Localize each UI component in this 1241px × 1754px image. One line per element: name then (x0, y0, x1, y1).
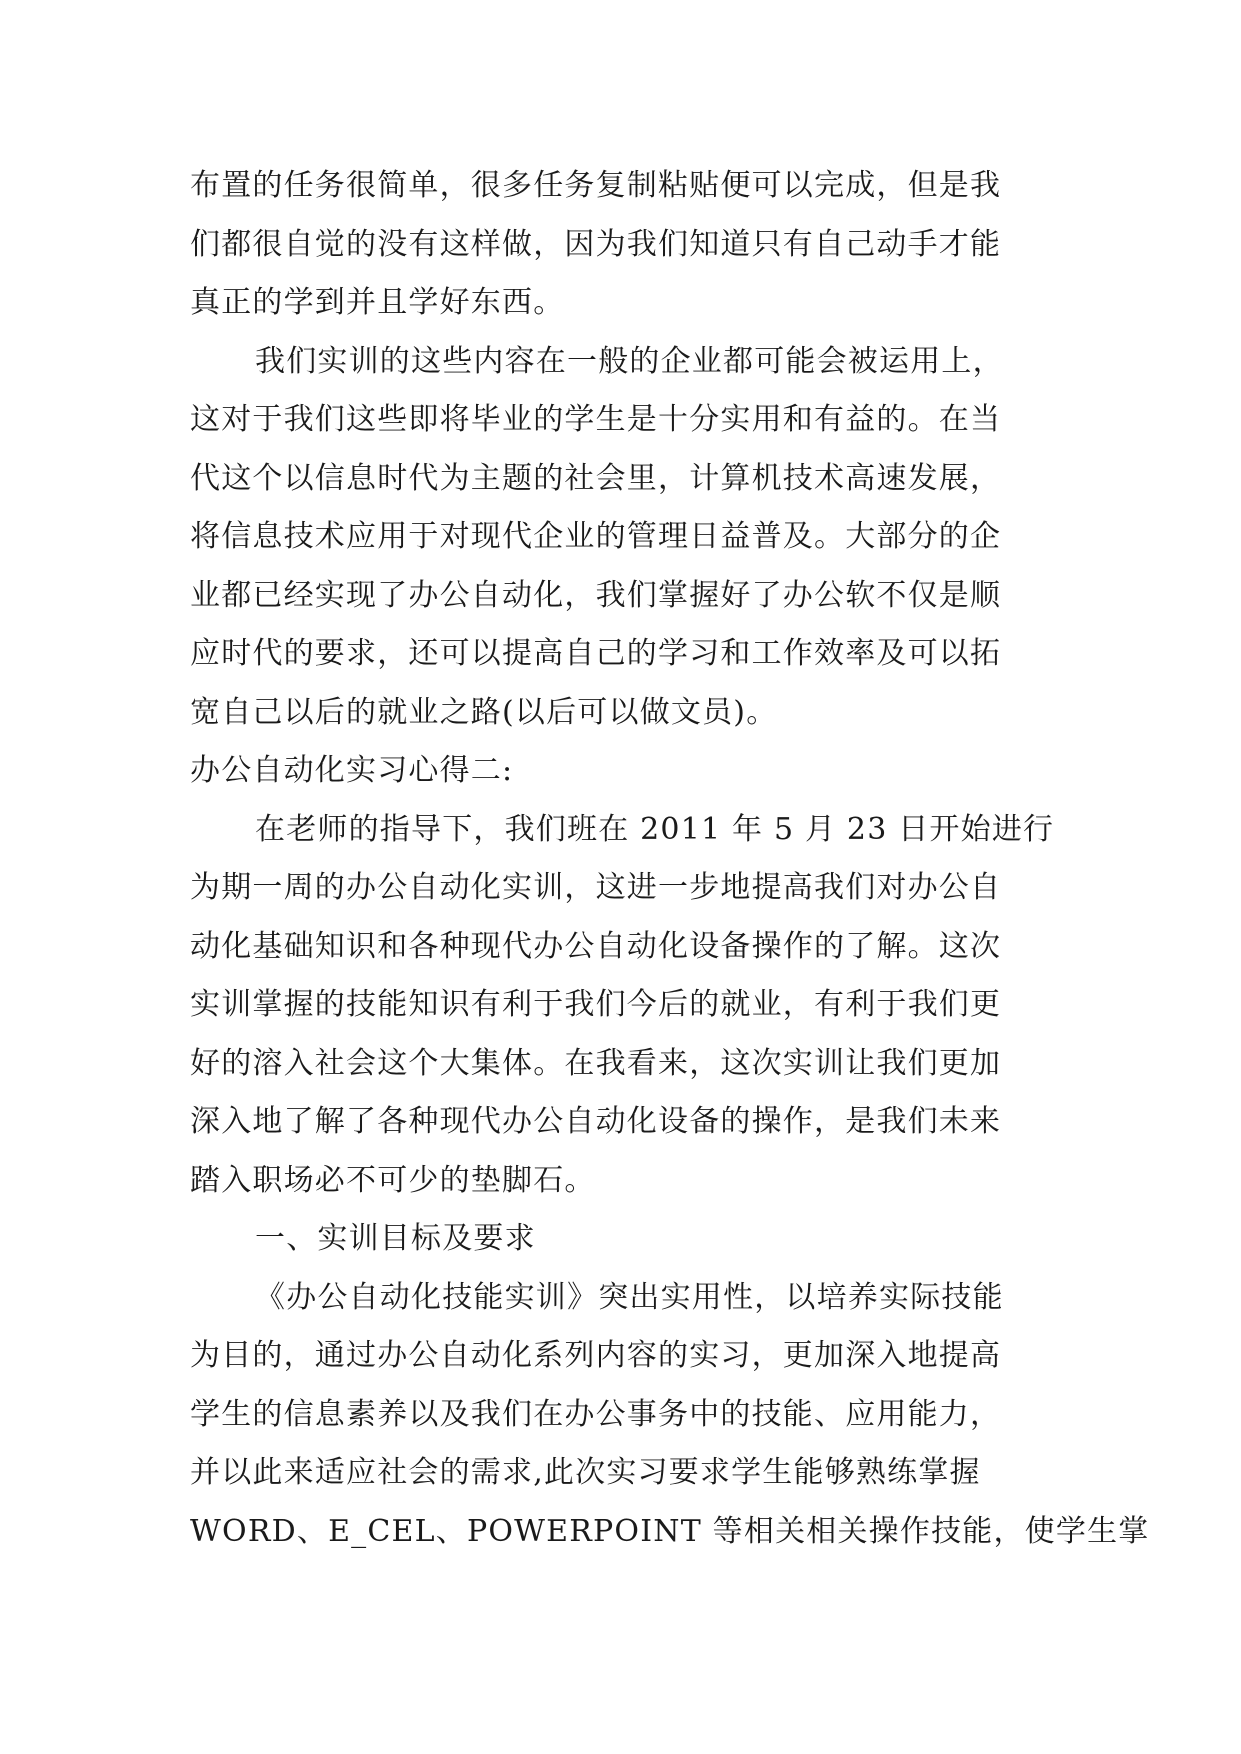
text-line: 代这个以信息时代为主题的社会里，计算机技术高速发展， (190, 460, 1002, 496)
text-line: 宽自己以后的就业之路(以后可以做文员)。 (190, 694, 778, 730)
text-line: 学生的信息素养以及我们在办公事务中的技能、应用能力， (190, 1396, 1002, 1432)
paragraph-start-line: 在老师的指导下，我们班在 2011 年 5 月 23 日开始进行 (255, 811, 1055, 847)
text-line: 好的溶入社会这个大集体。在我看来，这次实训让我们更加 (190, 1045, 1002, 1081)
body-text (190, 157, 1150, 1561)
section-heading: 办公自动化实习心得二: (190, 753, 514, 788)
text-line: 实训掌握的技能知识有利于我们今后的就业，有利于我们更 (190, 987, 1002, 1022)
text-line: 踏入职场必不可少的垫脚石。 (190, 1162, 596, 1198)
text-line: 并以此来适应社会的需求,此次实习要求学生能够熟练掌握 (190, 1455, 981, 1490)
text-line: 深入地了解了各种现代办公自动化设备的操作，是我们未来 (190, 1104, 1002, 1139)
paragraph-start-line: 《办公自动化技能实训》突出实用性，以培养实际技能 (255, 1279, 1004, 1315)
subsection-heading: 一、实训目标及要求 (255, 1221, 536, 1256)
paragraph-start-line: 我们实训的这些内容在一般的企业都可能会被运用上， (255, 343, 1004, 379)
text-line: 为期一周的办公自动化实训，这进一步地提高我们对办公自 (190, 870, 1002, 905)
text-line: 将信息技术应用于对现代企业的管理日益普及。大部分的企 (190, 519, 1002, 554)
text-line: 应时代的要求，还可以提高自己的学习和工作效率及可以拓 (190, 636, 1002, 671)
text-line: 业都已经实现了办公自动化，我们掌握好了办公软不仅是顺 (190, 577, 1002, 613)
text-line: 动化基础知识和各种现代办公自动化设备操作的了解。这次 (190, 928, 1002, 964)
text-line: 们都很自觉的没有这样做，因为我们知道只有自己动手才能 (190, 226, 1002, 262)
text-line: 真正的学到并且学好东西。 (190, 285, 565, 320)
text-line: 这对于我们这些即将毕业的学生是十分实用和有益的。在当 (190, 402, 1002, 437)
text-line: 布置的任务很简单，很多任务复制粘贴便可以完成，但是我 (190, 168, 1002, 203)
text-line: WORD、E_CEL、POWERPOINT 等相关相关操作技能，使学生掌 (190, 1513, 1150, 1549)
text-line: 为目的，通过办公自动化系列内容的实习，更加深入地提高 (190, 1338, 1002, 1373)
